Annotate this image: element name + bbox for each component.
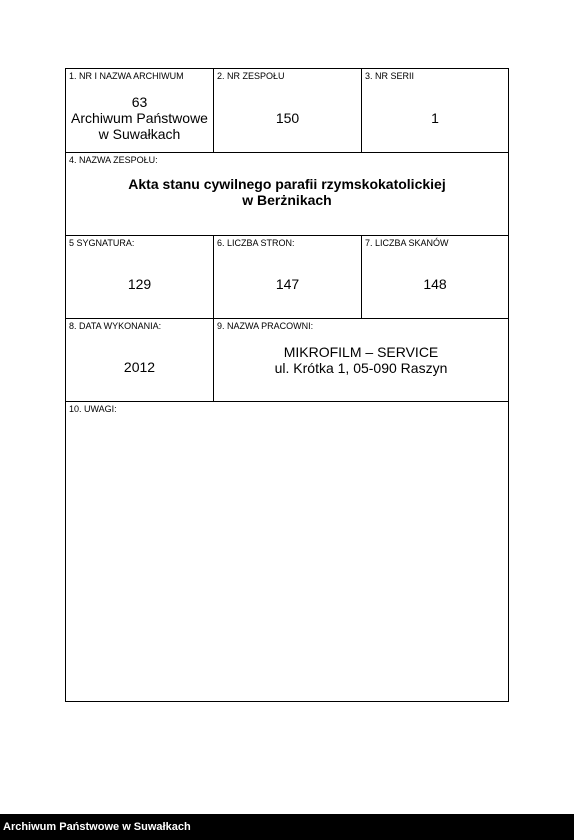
archive-value xyxy=(66,83,213,152)
series-number-cell xyxy=(362,69,508,152)
fond-number-label: 2. NR ZESPOŁU xyxy=(217,71,285,81)
form-row-3 xyxy=(66,236,508,319)
scan-count-cell xyxy=(362,236,508,318)
series-number-value: 1 xyxy=(431,109,439,126)
fond-number-cell xyxy=(214,69,362,152)
footer-text: Archiwum Państwowe w Suwałkach xyxy=(3,821,191,833)
scan-count-value: 148 xyxy=(423,276,447,292)
remarks-cell xyxy=(66,402,508,701)
page-count-value: 147 xyxy=(275,276,300,292)
series-number-label: 3. NR SERII xyxy=(365,71,415,81)
page-count-cell xyxy=(214,236,362,318)
archive-label: 1. NR I NAZWA ARCHIWUM xyxy=(69,71,184,81)
remarks-label: 10. UWAGI: xyxy=(69,404,117,414)
date-label: 8. DATA WYKONANIA: xyxy=(69,321,162,331)
fond-name-label: 4. NAZWA ZESPOŁU: xyxy=(69,155,158,165)
archive-form xyxy=(65,68,509,702)
fond-name-value xyxy=(66,167,508,217)
fond-name-line-2: w Berżnikach xyxy=(242,192,332,208)
archive-name-line-1: Archiwum Państwowe xyxy=(71,109,208,126)
scan-count-label: 7. LICZBA SKANÓW xyxy=(365,238,449,248)
workshop-value xyxy=(214,333,508,387)
signature-cell xyxy=(66,236,214,318)
form-row-1 xyxy=(66,69,508,153)
archive-cell xyxy=(66,69,214,152)
fond-number-value: 150 xyxy=(275,109,300,126)
archive-name-line-2: w Suwałkach xyxy=(98,125,181,142)
footer-bar xyxy=(0,814,574,840)
form-row-5 xyxy=(66,402,508,701)
form-row-2 xyxy=(66,153,508,236)
fond-name-line-1: Akta stanu cywilnego parafii rzymskokatolickiej xyxy=(128,176,446,192)
archive-number: 63 xyxy=(131,93,148,110)
fond-name-cell xyxy=(66,153,508,235)
workshop-address: ul. Krótka 1, 05-090 Raszyn xyxy=(274,360,448,376)
workshop-cell xyxy=(214,319,508,401)
date-cell xyxy=(66,319,214,401)
workshop-name: MIKROFILM – SERVICE xyxy=(283,344,439,360)
form-row-4 xyxy=(66,319,508,402)
signature-value: 129 xyxy=(127,276,152,292)
signature-label: 5 SYGNATURA: xyxy=(69,238,135,248)
date-value: 2012 xyxy=(123,359,156,375)
workshop-label: 9. NAZWA PRACOWNI: xyxy=(217,321,314,331)
page-count-label: 6. LICZBA STRON: xyxy=(217,238,295,248)
